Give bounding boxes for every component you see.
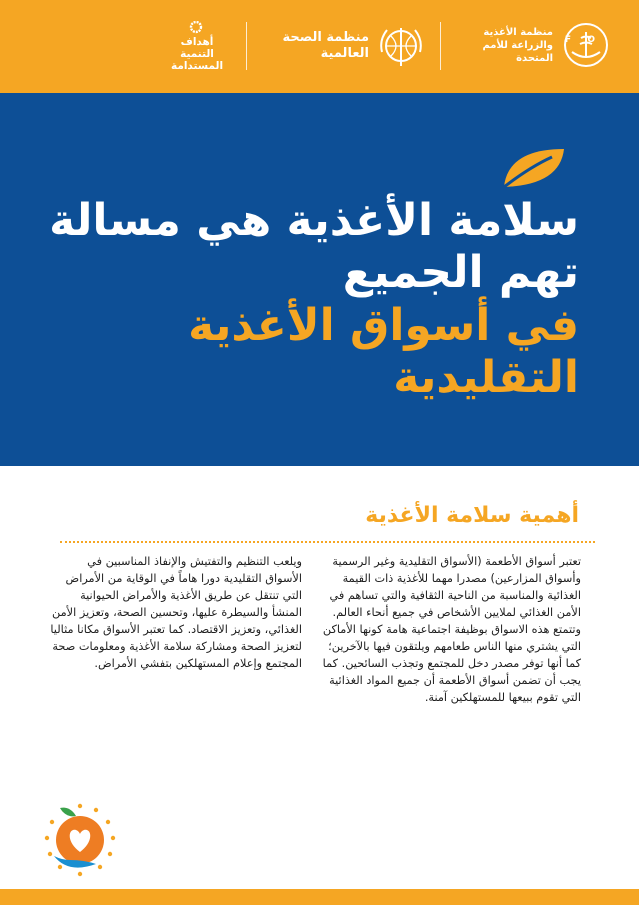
header-bar xyxy=(0,0,639,93)
divider xyxy=(246,22,247,70)
fao-emblem-icon xyxy=(563,22,609,68)
body-column-right: تعتبر أسواق الأطعمة (الأسواق التقليدية وغير الرسمية وأسواق المزارعين) مصدرا مهما للأغذية ذات القيمة الغذائية والمناسبة من الناحية الثقافية والتي تساهم في الأمن الغذائي لملايين الأشخاص في جميع أنحاء العالم. وتتمتع هذه الاسواق بوظيفة اجتماعية هامة كونها الأماكن التي يشتري منها الناس طعامهم ويلتقون فيها بالآخرين؛ كما أنها توفر مصدر دخل للمجتمع وتجذب السائحين. كما يجب أن تضمن أسواق الأطعمة أن جميع المواد الغذائية التي تقوم ببيعها للمستهلكين آمنة. xyxy=(322,555,581,704)
body-column-left: ويلعب التنظيم والتفتيش والإنفاذ المناسبين في الأسواق التقليدية دورا هاماً في الوقاية من الأمراض التي تنتقل عن طريق الأغذية والأمراض الحيوانية المنشأ والسيطرة عليها، وتحسين الصحة، وتعزيز الأمن الغذائي، وتعزيز الاقتصاد. كما تعتبر الأسواق مكانا مثاليا لتعزيز الصحة ومشاركة سلامة الأغذية ومعلومات صحة المجتمع وإعلام المستهلكين بتفشي الأمراض. xyxy=(50,555,302,670)
fao-text: منظمة الأغذية والزراعة للأمم المتحدة xyxy=(482,27,553,64)
svg-text:F: F xyxy=(564,35,571,45)
divider xyxy=(440,22,441,70)
world-food-safety-day-icon xyxy=(40,800,120,882)
footer-bar xyxy=(0,889,639,905)
who-emblem-icon xyxy=(377,22,425,70)
dotted-divider xyxy=(60,541,595,543)
who-text: منظمة الصحة العالمية xyxy=(282,30,369,61)
svg-text:O: O xyxy=(587,35,595,45)
title-white: سلامة الأغذية هي مسالة تهم الجميع xyxy=(49,195,579,298)
sdg-text: أهداف التنمية المستدامة xyxy=(170,36,224,72)
fao-logo xyxy=(0,0,639,93)
section-heading: أهمية سلامة الأغذية xyxy=(365,503,579,528)
leaf-icon xyxy=(500,145,568,191)
title-orange: في أسواق الأغذية التقليدية xyxy=(188,300,579,403)
sdg-wheel-icon xyxy=(189,20,203,34)
